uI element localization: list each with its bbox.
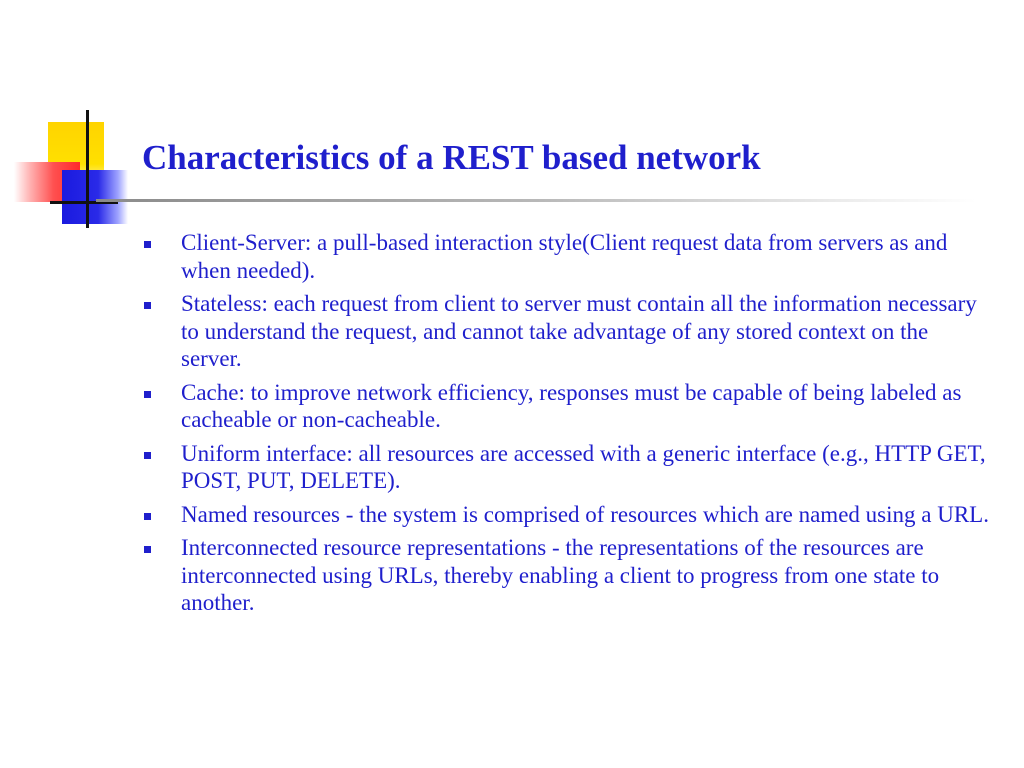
bullet-text: Stateless: each request from client to server must contain all the information necessary to understand the request, and cannot take advantage of any stored context on the server. (181, 291, 977, 371)
bullet-item-cache (142, 379, 992, 434)
bullet-item-uniform-interface (142, 440, 992, 495)
bullet-text: Client-Server: a pull-based interaction style(Client request data from servers as and when needed). (181, 230, 948, 283)
square-bullet-icon (144, 302, 151, 309)
bullet-item-stateless (142, 290, 992, 373)
bullet-text: Named resources - the system is comprised of resources which are named using a URL. (181, 501, 989, 527)
logo-vertical-line (86, 110, 89, 228)
bullet-item-interconnected (142, 534, 992, 617)
bullet-item-named-resources (142, 501, 992, 529)
bullet-text: Cache: to improve network efficiency, responses must be capable of being labeled as cacheable or non-cacheable. (181, 379, 962, 432)
square-bullet-icon (144, 241, 151, 248)
color-blocks-logo-icon (0, 100, 140, 240)
bullet-list (142, 229, 992, 623)
title-underline-rule (96, 199, 976, 202)
bullet-text: Interconnected resource representations - the representations of the resources are interconnected using URLs, thereby enabling a client to progress from one state to another. (181, 535, 940, 615)
bullet-item-client-server (142, 229, 992, 284)
square-bullet-icon (144, 452, 151, 459)
square-bullet-icon (144, 391, 151, 398)
logo-blue-square (62, 170, 128, 224)
slide-title: Characteristics of a REST based network (142, 138, 761, 177)
square-bullet-icon (144, 546, 151, 553)
square-bullet-icon (144, 513, 151, 520)
bullet-text: Uniform interface: all resources are accessed with a generic interface (e.g., HTTP GET, POST, PUT, DELETE). (181, 440, 986, 493)
